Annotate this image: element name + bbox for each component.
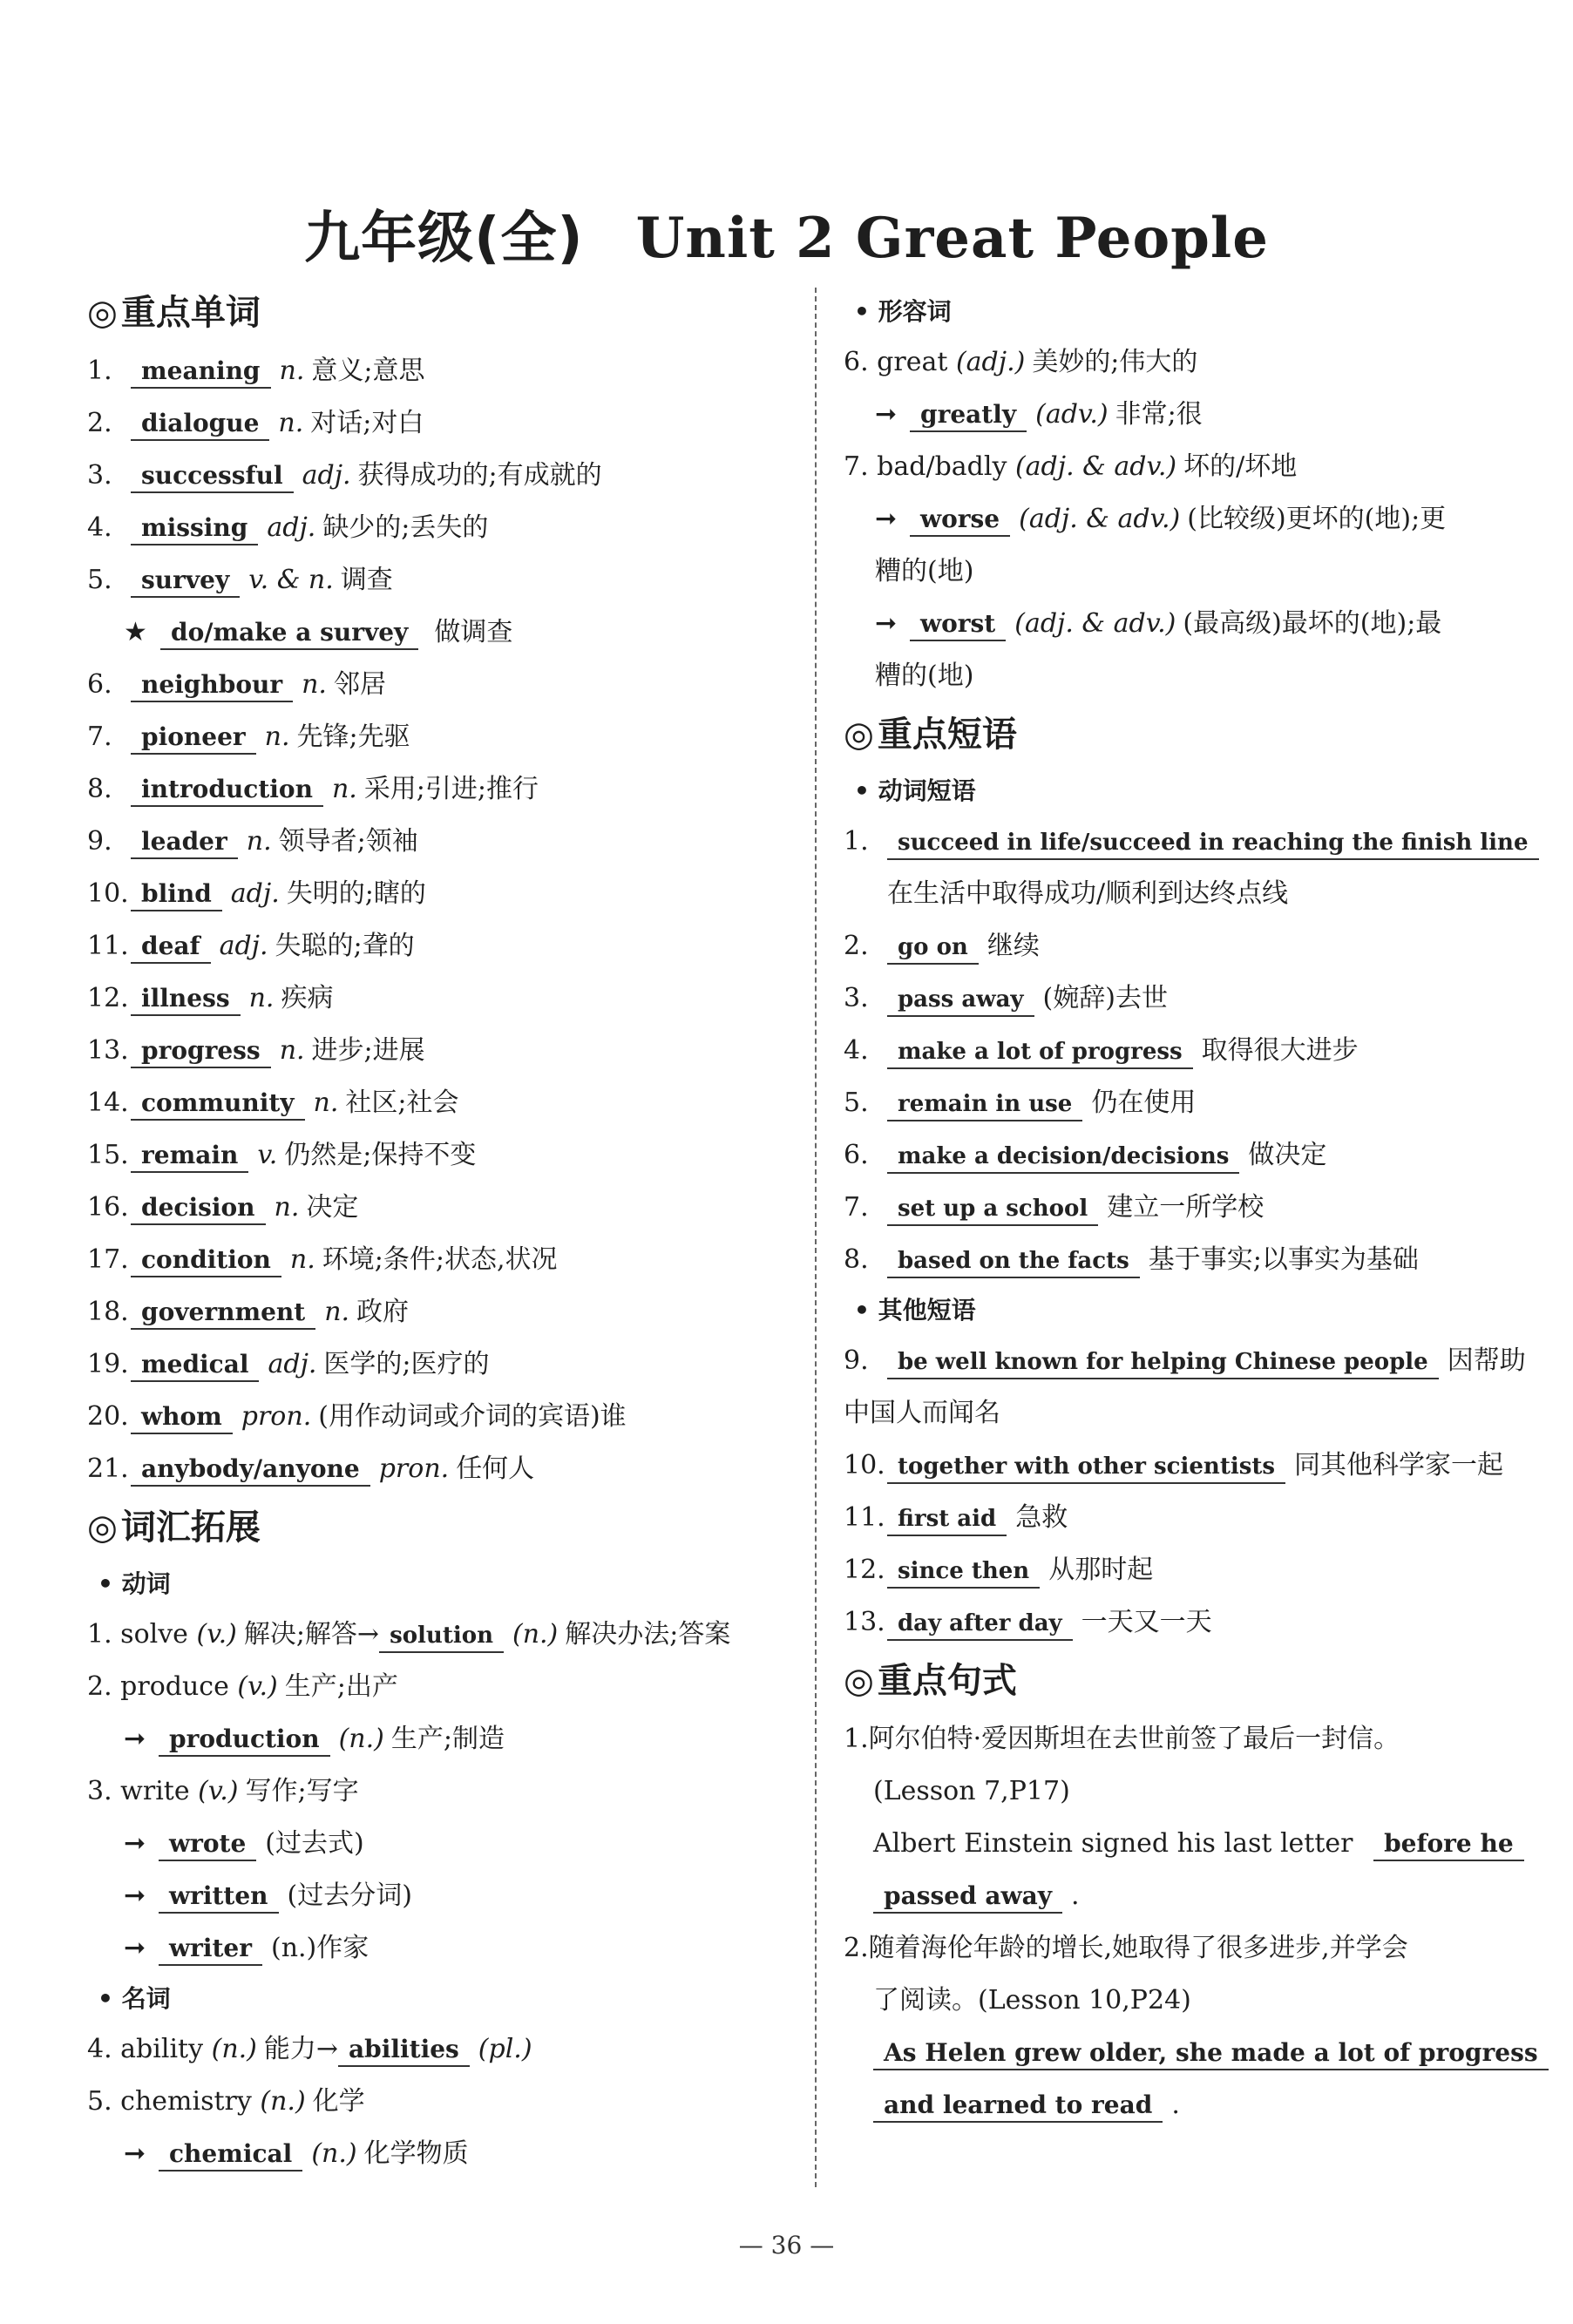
- item-number: 11.: [87, 931, 129, 961]
- part-of-speech: n.: [289, 1244, 315, 1275]
- list-item-continued: 糟的(地): [875, 661, 974, 691]
- phrase-item: [844, 972, 1549, 1025]
- part-of-speech: v.: [257, 1140, 278, 1170]
- item-number: 8.: [87, 774, 112, 804]
- answer-blank: decision: [131, 1192, 266, 1225]
- item-number: 7.: [844, 1192, 869, 1223]
- answer-blank: greatly: [910, 399, 1027, 432]
- sub-other-phrases: • 其他短语: [854, 1296, 976, 1325]
- arrow-icon: ➞: [124, 2138, 146, 2169]
- item-number: 19.: [87, 1349, 129, 1379]
- chinese-meaning: 环境;条件;状态,状况: [322, 1244, 558, 1275]
- chinese-meaning: 急救: [1015, 1502, 1068, 1533]
- arrow-icon: ➞: [875, 504, 898, 534]
- chinese-meaning: 邻居: [333, 669, 386, 700]
- section-phrases: ◎ 重点短语: [844, 715, 1017, 755]
- item-number: 9.: [87, 826, 112, 857]
- answer-blank: worse: [910, 504, 1010, 537]
- answer-blank: missing: [131, 512, 258, 545]
- part-of-speech: adj.: [302, 460, 351, 491]
- list-item: ➞ writer (n.)作家: [87, 1922, 784, 1975]
- answer-blank: based on the facts: [887, 1245, 1140, 1278]
- part-of-speech: n.: [248, 983, 275, 1013]
- item-number: ★: [124, 617, 147, 647]
- chinese-meaning: 建立一所学校: [1107, 1192, 1265, 1223]
- answer-blank: worst: [910, 608, 1006, 641]
- vocab-item: [87, 816, 784, 868]
- chinese-meaning: 意义;意思: [311, 356, 425, 386]
- answer-blank: solution: [379, 1620, 504, 1653]
- circle-icon: ◎: [87, 293, 118, 333]
- vocab-item: [87, 711, 784, 763]
- answer-blank: since then: [887, 1555, 1040, 1589]
- item-number: 12.: [87, 983, 129, 1013]
- verb-phrase-list: [844, 920, 1549, 1286]
- list-item: 3. write (v.) 写作;写字: [87, 1776, 359, 1806]
- arrow-icon: ➞: [124, 1880, 146, 1911]
- chinese-meaning: (用作动词或介词的宾语)谁: [318, 1401, 627, 1432]
- chinese-meaning: 任何人: [456, 1453, 535, 1484]
- list-item: ➞ chemical (n.) 化学物质: [87, 2128, 784, 2180]
- chinese-meaning: 采用;引进;推行: [363, 774, 539, 804]
- item-number: 2.: [844, 931, 869, 961]
- answer-blank: medical: [131, 1349, 259, 1382]
- answer-blank: remain: [131, 1140, 248, 1173]
- vocab-item: [87, 1286, 784, 1338]
- phrase-item: [844, 1440, 1549, 1492]
- bullet-icon: •: [854, 776, 878, 805]
- list-item: 5. chemistry (n.) 化学: [87, 2086, 365, 2117]
- answer-blank: successful: [131, 460, 294, 493]
- part-of-speech: n.: [278, 408, 304, 438]
- item-number: 4.: [844, 1035, 869, 1066]
- answer-blank: remain in use: [887, 1088, 1082, 1121]
- item-number: 16.: [87, 1192, 129, 1223]
- part-of-speech: adj.: [268, 1349, 317, 1379]
- chinese-meaning: 做调查: [434, 617, 513, 647]
- answer-blank: first aid: [887, 1503, 1007, 1536]
- answer-blank: leader: [131, 826, 238, 859]
- item-number: 6.: [844, 1140, 869, 1170]
- sub-verb: • 动词: [98, 1569, 171, 1598]
- answer-blank: deaf: [131, 931, 211, 964]
- list-item: 7. bad/badly (adj. & adv.) 坏的/坏地: [844, 451, 1298, 482]
- list-item: ➞ production (n.) 生产;制造: [87, 1713, 784, 1765]
- vocab-item: [87, 763, 784, 816]
- item-number: 3.: [87, 460, 112, 491]
- phrase-item: [844, 1129, 1549, 1182]
- phrase-item: [844, 1234, 1549, 1286]
- chinese-meaning: 政府: [356, 1297, 410, 1327]
- phrase-item: [844, 920, 1549, 972]
- answer-blank: survey: [131, 565, 240, 598]
- part-of-speech: n.: [313, 1087, 339, 1118]
- answer-blank: before he: [1373, 1828, 1524, 1861]
- chinese-meaning: 失聪的;聋的: [275, 931, 415, 961]
- chinese-meaning: 取得很大进步: [1201, 1035, 1359, 1066]
- item-number: 7.: [87, 722, 112, 752]
- right-column: [844, 281, 1549, 2131]
- item-number: 10.: [87, 878, 129, 909]
- circle-icon: ◎: [844, 715, 874, 755]
- answer-blank: succeed in life/succeed in reaching the finish line: [887, 827, 1539, 860]
- part-of-speech: adj.: [219, 931, 268, 961]
- chinese-meaning: 获得成功的;有成就的: [357, 460, 602, 491]
- answer-blank: condition: [131, 1244, 281, 1277]
- part-of-speech: adj.: [230, 878, 280, 909]
- part-of-speech: n.: [279, 356, 305, 386]
- chinese-meaning: 失明的;瞎的: [286, 878, 426, 909]
- chinese-meaning: 社区;社会: [345, 1087, 459, 1118]
- column-divider: [815, 288, 817, 2187]
- list-item: 9. be well known for helping Chinese people 因帮助: [844, 1335, 1549, 1387]
- chinese-meaning: 对话;对白: [310, 408, 424, 438]
- part-of-speech: n.: [331, 774, 357, 804]
- answer-blank: day after day: [887, 1608, 1073, 1641]
- part-of-speech: n.: [324, 1297, 350, 1327]
- chinese-meaning: 先锋;先驱: [296, 722, 410, 752]
- vocab-item: [87, 1129, 784, 1182]
- answer-blank: production: [159, 1724, 330, 1757]
- list-item: ➞ greatly (adv.) 非常;很: [844, 389, 1549, 441]
- item-number: 15.: [87, 1140, 129, 1170]
- arrow-icon: ➞: [124, 1933, 146, 1963]
- chinese-meaning: 同其他科学家一起: [1294, 1450, 1504, 1480]
- item-number: 4.: [87, 512, 112, 543]
- answer-blank: do/make a survey: [160, 617, 418, 650]
- sub-adj: • 形容词: [854, 297, 952, 326]
- part-of-speech: n.: [302, 669, 327, 700]
- answer-blank: pass away: [887, 984, 1034, 1017]
- answer-blank: meaning: [131, 356, 271, 389]
- vocab-item: [87, 345, 784, 397]
- item-number: 13.: [87, 1035, 129, 1066]
- item-number: 5.: [844, 1087, 869, 1118]
- chinese-meaning: 领导者;领袖: [278, 826, 418, 857]
- chinese-meaning: 疾病: [281, 983, 334, 1013]
- list-item: ➞ worse (adj. & adv.) (比较级)更坏的(地);更: [844, 493, 1549, 545]
- item-number: 21.: [87, 1453, 129, 1484]
- vocab-item: [87, 1234, 784, 1286]
- other-phrase-list: [844, 1440, 1549, 1649]
- answer-blank: chemical: [159, 2138, 302, 2172]
- sub-verb-phrases: • 动词短语: [854, 776, 976, 805]
- answer-blank: go on: [887, 932, 979, 965]
- answer-blank: government: [131, 1297, 315, 1330]
- part-of-speech: v. & n.: [248, 565, 334, 595]
- vocab-item: [87, 1182, 784, 1234]
- list-item: ➞ worst (adj. & adv.) (最高级)最坏的(地);最: [844, 598, 1549, 650]
- list-item: ➞ written (过去分词): [87, 1870, 784, 1922]
- vocab-item: [87, 868, 784, 920]
- sub-noun: • 名词: [98, 1984, 171, 2013]
- item-number: 8.: [844, 1244, 869, 1275]
- chinese-meaning: 缺少的;丢失的: [322, 512, 489, 543]
- list-item: ➞ wrote (过去式): [87, 1818, 784, 1870]
- arrow-icon: ➞: [875, 399, 898, 430]
- chinese-meaning: (婉辞)去世: [1042, 983, 1168, 1013]
- item-number: 6.: [87, 669, 112, 700]
- section-expansion: ◎ 词汇拓展: [87, 1508, 261, 1548]
- chinese-meaning: 医学的;医疗的: [323, 1349, 490, 1379]
- answer-blank: wrote: [159, 1828, 256, 1861]
- vocab-item: [87, 972, 784, 1025]
- vocab-item: [87, 1338, 784, 1391]
- list-item-continued: 在生活中取得成功/顺利到达终点线: [887, 878, 1289, 909]
- part-of-speech: n.: [274, 1192, 300, 1223]
- vocab-item: [87, 1025, 784, 1077]
- list-item: 6. great (adj.) 美妙的;伟大的: [844, 347, 1198, 377]
- chinese-meaning: 调查: [340, 565, 393, 595]
- item-number: 11.: [844, 1502, 885, 1533]
- sentence-item-continued: 了阅读。(Lesson 10,P24): [873, 1985, 1191, 2016]
- answer-blank: together with other scientists: [887, 1451, 1285, 1484]
- answer-blank: progress: [131, 1035, 271, 1068]
- answer-blank: anybody/anyone: [131, 1453, 370, 1487]
- list-item: 4. ability (n.) 能力→ abilities (pl.): [87, 2023, 784, 2076]
- answer-blank: abilities: [338, 2034, 470, 2067]
- sentence-english: Albert Einstein signed his last letter before he: [844, 1818, 1549, 1870]
- vocab-item: [87, 554, 784, 606]
- chinese-meaning: 决定: [306, 1192, 359, 1223]
- bullet-icon: •: [98, 1984, 122, 2013]
- vocab-item: [87, 920, 784, 972]
- phrase-item: [844, 1596, 1549, 1649]
- chinese-meaning: 进步;进展: [311, 1035, 425, 1066]
- circle-icon: ◎: [844, 1661, 874, 1701]
- arrow-icon: ➞: [124, 1724, 146, 1754]
- answer-blank: dialogue: [131, 408, 269, 441]
- vocab-item: [87, 659, 784, 711]
- bullet-icon: •: [98, 1569, 122, 1598]
- part-of-speech: pron.: [378, 1453, 450, 1484]
- sentence-ref: (Lesson 7,P17): [873, 1776, 1070, 1806]
- phrase-item: [844, 1492, 1549, 1544]
- chinese-meaning: 做决定: [1248, 1140, 1327, 1170]
- answer-blank: pioneer: [131, 722, 256, 755]
- answer-blank: writer: [159, 1933, 262, 1966]
- item-number: 18.: [87, 1297, 129, 1327]
- sentence-item: 2.随着海伦年龄的增长,她取得了很多进步,并学会: [844, 1933, 1408, 1963]
- bullet-icon: •: [854, 1296, 878, 1325]
- bullet-icon: •: [854, 297, 878, 326]
- page-title: [0, 193, 1573, 274]
- sentence-item: 1.阿尔伯特·爱因斯坦在去世前签了最后一封信。: [844, 1724, 1400, 1754]
- vocab-item: [87, 502, 784, 554]
- answer-blank: and learned to read: [873, 2090, 1163, 2123]
- answer-blank: illness: [131, 983, 241, 1016]
- phrase-item: [844, 1182, 1549, 1234]
- chinese-meaning: 仍在使用: [1091, 1087, 1197, 1118]
- chinese-meaning: 继续: [987, 931, 1040, 961]
- vocab-item: [87, 1391, 784, 1443]
- vocab-list: [87, 345, 784, 1495]
- item-number: 2.: [87, 408, 112, 438]
- answer-blank: set up a school: [887, 1193, 1098, 1226]
- phrase-item: [844, 1025, 1549, 1077]
- item-number: 20.: [87, 1401, 129, 1432]
- title-chinese: 九年级(全): [304, 207, 584, 271]
- circle-icon: ◎: [87, 1508, 118, 1548]
- vocab-item: [87, 606, 784, 659]
- sentence-english: [844, 2027, 1549, 2079]
- list-item-continued: 糟的(地): [875, 556, 974, 586]
- item-number: 3.: [844, 983, 869, 1013]
- vocab-item: [87, 450, 784, 502]
- phrase-item: [844, 1544, 1549, 1596]
- item-number: 5.: [87, 565, 112, 595]
- item-number: 1.: [87, 356, 112, 386]
- page-number: — 36 —: [738, 2231, 835, 2260]
- arrow-icon: ➞: [124, 1828, 146, 1859]
- answer-blank: be well known for helping Chinese people: [887, 1346, 1439, 1379]
- left-column: [87, 281, 784, 2180]
- sentence-english-continued: passed away .: [844, 1870, 1549, 1922]
- item-number: 12.: [844, 1555, 885, 1585]
- part-of-speech: adj.: [267, 512, 316, 543]
- list-item-continued: 中国人而闻名: [844, 1398, 1000, 1428]
- part-of-speech: n.: [246, 826, 272, 857]
- list-item: 1. succeed in life/succeed in reaching the finish line: [844, 816, 1549, 868]
- answer-blank: community: [131, 1087, 305, 1121]
- answer-blank: introduction: [131, 774, 323, 807]
- chinese-meaning: 仍然是;保持不变: [284, 1140, 477, 1170]
- answer-blank: make a lot of progress: [887, 1036, 1193, 1069]
- part-of-speech: n.: [264, 722, 290, 752]
- vocab-item: [87, 397, 784, 450]
- phrase-item: [844, 1077, 1549, 1129]
- answer-blank: passed away: [873, 1880, 1062, 1914]
- part-of-speech: pron.: [241, 1401, 312, 1432]
- answer-blank: written: [159, 1880, 279, 1914]
- chinese-meaning: 一天又一天: [1081, 1607, 1212, 1637]
- vocab-item: [87, 1443, 784, 1495]
- item-number: 14.: [87, 1087, 129, 1118]
- sentence-english-continued: and learned to read .: [844, 2079, 1549, 2131]
- chinese-meaning: 从那时起: [1048, 1555, 1154, 1585]
- list-item: 1. solve (v.) 解决;解答→ solution (n.) 解决办法;答案: [87, 1609, 784, 1661]
- answer-blank: make a decision/decisions: [887, 1141, 1239, 1174]
- section-vocab: ◎ 重点单词: [87, 293, 261, 333]
- list-item: 2. produce (v.) 生产;出产: [87, 1671, 398, 1702]
- item-number: 10.: [844, 1450, 885, 1480]
- section-sentences: ◎ 重点句式: [844, 1661, 1017, 1701]
- answer-blank: As Helen grew older, she made a lot of progress: [873, 2037, 1549, 2070]
- chinese-meaning: 基于事实;以事实为基础: [1148, 1244, 1419, 1275]
- title-english: Unit 2 Great People: [635, 206, 1269, 271]
- answer-blank: blind: [131, 878, 222, 911]
- item-number: 17.: [87, 1244, 129, 1275]
- answer-blank: neighbour: [131, 669, 293, 702]
- part-of-speech: n.: [279, 1035, 305, 1066]
- item-number: 13.: [844, 1607, 885, 1637]
- answer-blank: whom: [131, 1401, 233, 1434]
- arrow-icon: ➞: [875, 608, 898, 639]
- vocab-item: [87, 1077, 784, 1129]
